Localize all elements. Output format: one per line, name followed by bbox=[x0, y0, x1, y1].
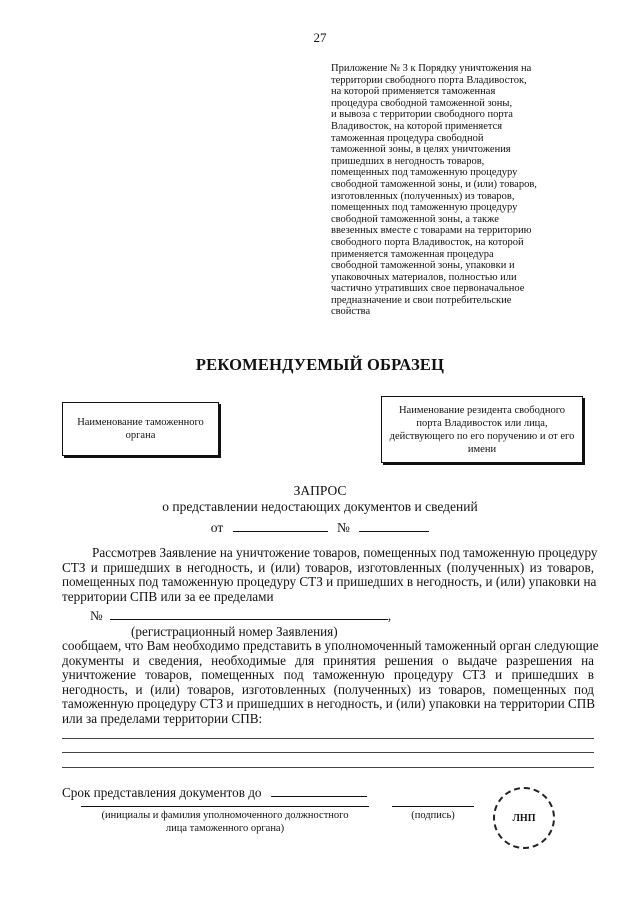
paragraph-line: Рассмотрев Заявление на уничтожение товаров, помещенных под таможенную процедуру bbox=[92, 545, 598, 560]
paragraph-line: сообщаем, что Вам необходимо представить в уполномоченный таможенный орган следующие bbox=[62, 638, 599, 653]
appendix-line: свободной таможенной зоны, а также bbox=[331, 213, 499, 225]
appendix-line: Владивосток, на которой применяется bbox=[331, 120, 503, 132]
paragraph-line: или за пределами территории СПВ: bbox=[62, 710, 263, 726]
paragraph-intro bbox=[62, 545, 598, 604]
paragraph-line: документы и сведения, необходимые для принятия решения о выдаче разрешения на bbox=[62, 652, 594, 668]
official-caption-line: (инициалы и фамилия уполномоченного должностного bbox=[101, 810, 349, 821]
appendix-line: Приложение № 3 к Порядку уничтожения на bbox=[331, 63, 532, 74]
appendix-line: ввезенных вместе с товарами на территорию bbox=[331, 225, 532, 237]
reg-number-caption: (регистрационный номер Заявления) bbox=[131, 624, 338, 639]
appendix-line: помещенных под таможенную процедуру bbox=[331, 202, 518, 214]
reg-number-blank[interactable] bbox=[110, 607, 388, 620]
customs-box-line: органа bbox=[125, 430, 156, 441]
customs-authority-box bbox=[62, 402, 219, 456]
official-caption-line: лица таможенного органа) bbox=[165, 823, 285, 834]
customs-box-line: Наименование таможенного bbox=[77, 417, 204, 428]
appendix-line: свободного порта Владивосток, на которой bbox=[331, 236, 524, 248]
appendix-line: применяется таможенная процедура bbox=[331, 248, 494, 260]
paragraph-line: уничтожение товаров, помещенных под таможенную процедуру СТЗ и пришедших в bbox=[62, 667, 594, 683]
from-label: от bbox=[210, 520, 224, 535]
appendix-line: помещенных под таможенную процедуру bbox=[331, 167, 518, 179]
reg-number-trailing: , bbox=[387, 608, 392, 623]
signature-caption: (подпись) bbox=[411, 810, 455, 821]
appendix-line: таможенная процедура свободной bbox=[331, 132, 484, 144]
appendix-line: свободной таможенной зоны, и (или) товаров, bbox=[331, 178, 537, 190]
appendix-line: и вывоза с территории свободного порта bbox=[331, 109, 513, 121]
paragraph-line: таможенную процедуру СТЗ и пришедших в негодность, и (или) упаковки на территории СПВ bbox=[62, 696, 596, 712]
resident-box bbox=[381, 396, 583, 463]
paragraph-line: СТЗ и пришедших в негодность, и (или) товаров, изготовленных (полученных) из товаров, bbox=[62, 559, 594, 575]
paragraph-line: территории СПВ или за ее пределами bbox=[62, 588, 274, 604]
request-title: ЗАПРОС bbox=[293, 483, 347, 498]
deadline-blank[interactable] bbox=[271, 784, 367, 797]
deadline-label: Срок представления документов до bbox=[62, 785, 262, 800]
blank-line[interactable] bbox=[62, 767, 594, 768]
stamp-text: ЛНП bbox=[512, 812, 536, 824]
page-number: 27 bbox=[313, 30, 327, 45]
appendix-line: упаковочных материалов, полностью или bbox=[331, 271, 517, 283]
appendix-line: пришедших в негодность товаров, bbox=[331, 155, 485, 167]
deadline-line bbox=[62, 784, 367, 801]
resident-box-line: действующего по его поручению и от его bbox=[389, 430, 575, 442]
request-subtitle: о представлении недостающих документов и сведений bbox=[162, 499, 478, 514]
reg-number-sign: № bbox=[90, 608, 103, 623]
sample-title: РЕКОМЕНДУЕМЫЙ ОБРАЗЕЦ bbox=[195, 355, 445, 374]
appendix-reference bbox=[331, 63, 556, 318]
resident-box-line: имени bbox=[467, 443, 497, 455]
appendix-line: процедура свободной таможенной зоны, bbox=[331, 97, 513, 109]
paragraph-line: негодность, и (или) товаров, изготовленных (полученных) из товаров, помещенных под bbox=[62, 681, 594, 697]
official-caption bbox=[81, 809, 369, 835]
appendix-line: предназначение и свои потребительские bbox=[331, 294, 512, 306]
appendix-line: территории свободного порта Владивосток, bbox=[331, 74, 527, 86]
resident-box-line: Наименование резидента свободного bbox=[398, 404, 566, 416]
date-blank[interactable] bbox=[233, 519, 328, 532]
appendix-line: свободной таможенной зоны, упаковки и bbox=[331, 260, 515, 272]
blank-line[interactable] bbox=[62, 738, 594, 739]
registration-number-line bbox=[90, 607, 391, 624]
request-date-number-line bbox=[0, 519, 640, 536]
number-blank[interactable] bbox=[359, 519, 429, 532]
appendix-line: таможенной зоны, в целях уничтожения bbox=[331, 144, 511, 156]
appendix-line: изготовленных (полученных) из товаров, bbox=[331, 190, 515, 202]
appendix-line: частично утративших свое первоначальное bbox=[331, 283, 525, 295]
signature-line[interactable] bbox=[392, 806, 474, 807]
paragraph-request bbox=[62, 638, 599, 727]
blank-line[interactable] bbox=[62, 752, 594, 753]
number-sign: № bbox=[336, 520, 350, 535]
appendix-line: на которой применяется таможенная bbox=[331, 86, 496, 98]
official-name-line[interactable] bbox=[81, 806, 369, 807]
appendix-line: свойства bbox=[331, 306, 371, 318]
seal-stamp bbox=[493, 787, 555, 849]
resident-box-line: порта Владивосток или лица, bbox=[416, 417, 548, 429]
paragraph-line: помещенных под таможенную процедуру СТЗ и пришедших в негодность, и (или) упаковки на bbox=[62, 574, 597, 590]
